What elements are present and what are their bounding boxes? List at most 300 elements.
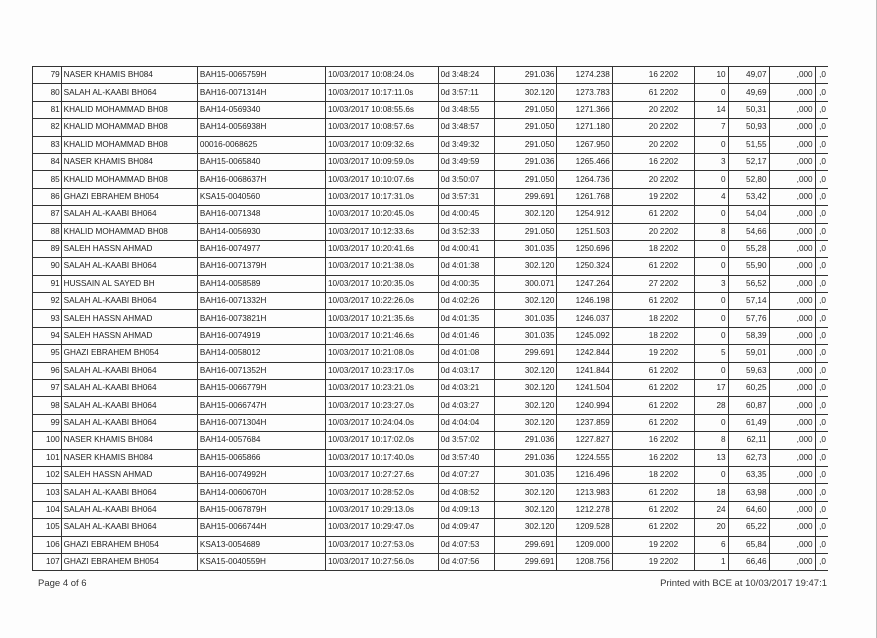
prize-cell: ,000	[769, 258, 815, 275]
code-cell: 2202	[659, 414, 694, 431]
code-cell: 2202	[659, 449, 694, 466]
code-cell: 2202	[659, 484, 694, 501]
arrival-time-cell: 10/03/2017 10:21:46.6s	[325, 327, 438, 344]
ring-number-cell: BAH16-0071314H	[197, 84, 325, 101]
code-cell: 2202	[659, 101, 694, 118]
rank-cell: 24	[694, 501, 728, 518]
position-cell: 84	[33, 153, 62, 170]
arrival-time-cell: 10/03/2017 10:21:38.0s	[325, 258, 438, 275]
position-cell: 91	[33, 275, 62, 292]
page-number: Page 4 of 6	[38, 578, 87, 589]
position-cell: 103	[33, 484, 62, 501]
speed-cell: 1245.092	[557, 327, 612, 344]
entries-cell: 20	[612, 171, 659, 188]
code-cell: 2202	[659, 188, 694, 205]
prize-cell: ,000	[769, 432, 815, 449]
flight-duration-cell: 0d 3:52:33	[438, 223, 494, 240]
extra-cell: ,0	[815, 223, 828, 240]
position-cell: 99	[33, 414, 62, 431]
ring-number-cell: BAH16-0071348	[197, 206, 325, 223]
speed-cell: 1224.555	[557, 449, 612, 466]
ring-number-cell: KSA13-0054689	[197, 536, 325, 553]
owner-name-cell: KHALID MOHAMMAD BH08	[61, 171, 197, 188]
table-row	[33, 206, 829, 223]
flight-duration-cell: 0d 3:57:31	[438, 188, 494, 205]
ring-number-cell: KSA15-0040559H	[197, 553, 325, 570]
prize-cell: ,000	[769, 397, 815, 414]
extra-cell: ,0	[815, 380, 828, 397]
ring-number-cell: BAH15-0065840	[197, 153, 325, 170]
points-cell: 59,63	[728, 362, 769, 379]
points-cell: 52,80	[728, 171, 769, 188]
prize-cell: ,000	[769, 362, 815, 379]
rank-cell: 0	[694, 84, 728, 101]
owner-name-cell: SALAH AL-KAABI BH064	[61, 206, 197, 223]
ring-number-cell: BAH14-0056930	[197, 223, 325, 240]
speed-cell: 1209.528	[557, 519, 612, 536]
entries-cell: 61	[612, 519, 659, 536]
distance-cell: 302.120	[495, 484, 557, 501]
position-cell: 80	[33, 84, 62, 101]
arrival-time-cell: 10/03/2017 10:20:35.0s	[325, 275, 438, 292]
ring-number-cell: BAH16-0074919	[197, 327, 325, 344]
code-cell: 2202	[659, 136, 694, 153]
table-row	[33, 293, 829, 310]
code-cell: 2202	[659, 153, 694, 170]
table-row	[33, 380, 829, 397]
owner-name-cell: KHALID MOHAMMAD BH08	[61, 223, 197, 240]
position-cell: 97	[33, 380, 62, 397]
table-row	[33, 136, 829, 153]
entries-cell: 20	[612, 101, 659, 118]
arrival-time-cell: 10/03/2017 10:17:11.0s	[325, 84, 438, 101]
arrival-time-cell: 10/03/2017 10:20:41.6s	[325, 240, 438, 257]
flight-duration-cell: 0d 3:57:11	[438, 84, 494, 101]
code-cell: 2202	[659, 275, 694, 292]
prize-cell: ,000	[769, 536, 815, 553]
prize-cell: ,000	[769, 414, 815, 431]
owner-name-cell: SALAH AL-KAABI BH064	[61, 293, 197, 310]
position-cell: 86	[33, 188, 62, 205]
entries-cell: 19	[612, 553, 659, 570]
arrival-time-cell: 10/03/2017 10:27:53.0s	[325, 536, 438, 553]
entries-cell: 18	[612, 310, 659, 327]
entries-cell: 20	[612, 136, 659, 153]
prize-cell: ,000	[769, 136, 815, 153]
points-cell: 65,84	[728, 536, 769, 553]
distance-cell: 302.120	[495, 397, 557, 414]
distance-cell: 302.120	[495, 206, 557, 223]
entries-cell: 19	[612, 188, 659, 205]
code-cell: 2202	[659, 397, 694, 414]
prize-cell: ,000	[769, 501, 815, 518]
entries-cell: 61	[612, 258, 659, 275]
points-cell: 50,93	[728, 119, 769, 136]
speed-cell: 1264.736	[557, 171, 612, 188]
arrival-time-cell: 10/03/2017 10:22:26.0s	[325, 293, 438, 310]
points-cell: 55,28	[728, 240, 769, 257]
position-cell: 102	[33, 466, 62, 483]
ring-number-cell: BAH16-0074977	[197, 240, 325, 257]
speed-cell: 1227.827	[557, 432, 612, 449]
flight-duration-cell: 0d 4:00:45	[438, 206, 494, 223]
extra-cell: ,0	[815, 501, 828, 518]
speed-cell: 1209.000	[557, 536, 612, 553]
ring-number-cell: BAH14-0060670H	[197, 484, 325, 501]
entries-cell: 20	[612, 223, 659, 240]
distance-cell: 302.120	[495, 519, 557, 536]
arrival-time-cell: 10/03/2017 10:21:35.6s	[325, 310, 438, 327]
points-cell: 65,22	[728, 519, 769, 536]
code-cell: 2202	[659, 466, 694, 483]
extra-cell: ,0	[815, 136, 828, 153]
prize-cell: ,000	[769, 519, 815, 536]
code-cell: 2202	[659, 536, 694, 553]
speed-cell: 1212.278	[557, 501, 612, 518]
entries-cell: 16	[612, 67, 659, 84]
speed-cell: 1241.504	[557, 380, 612, 397]
ring-number-cell: BAH15-0066747H	[197, 397, 325, 414]
ring-number-cell: BAH15-0065759H	[197, 67, 325, 84]
rank-cell: 18	[694, 484, 728, 501]
ring-number-cell: BAH15-0065866	[197, 449, 325, 466]
points-cell: 49,07	[728, 67, 769, 84]
rank-cell: 8	[694, 432, 728, 449]
rank-cell: 0	[694, 171, 728, 188]
rank-cell: 4	[694, 188, 728, 205]
speed-cell: 1274.238	[557, 67, 612, 84]
points-cell: 60,25	[728, 380, 769, 397]
code-cell: 2202	[659, 553, 694, 570]
owner-name-cell: SALAH AL-KAABI BH064	[61, 380, 197, 397]
flight-duration-cell: 0d 3:49:32	[438, 136, 494, 153]
distance-cell: 302.120	[495, 362, 557, 379]
ring-number-cell: BAH14-0058589	[197, 275, 325, 292]
speed-cell: 1254.912	[557, 206, 612, 223]
distance-cell: 291.036	[495, 153, 557, 170]
rank-cell: 1	[694, 553, 728, 570]
prize-cell: ,000	[769, 327, 815, 344]
flight-duration-cell: 0d 4:03:17	[438, 362, 494, 379]
rank-cell: 8	[694, 223, 728, 240]
distance-cell: 299.691	[495, 345, 557, 362]
table-row	[33, 171, 829, 188]
speed-cell: 1265.466	[557, 153, 612, 170]
speed-cell: 1240.994	[557, 397, 612, 414]
points-cell: 50,31	[728, 101, 769, 118]
owner-name-cell: SALEH HASSN AHMAD	[61, 240, 197, 257]
entries-cell: 61	[612, 380, 659, 397]
owner-name-cell: GHAZI EBRAHEM BH054	[61, 536, 197, 553]
arrival-time-cell: 10/03/2017 10:20:45.0s	[325, 206, 438, 223]
extra-cell: ,0	[815, 153, 828, 170]
extra-cell: ,0	[815, 397, 828, 414]
flight-duration-cell: 0d 3:48:57	[438, 119, 494, 136]
extra-cell: ,0	[815, 466, 828, 483]
flight-duration-cell: 0d 3:48:24	[438, 67, 494, 84]
position-cell: 107	[33, 553, 62, 570]
prize-cell: ,000	[769, 553, 815, 570]
ring-number-cell: BAH15-0066744H	[197, 519, 325, 536]
distance-cell: 291.050	[495, 136, 557, 153]
distance-cell: 300.071	[495, 275, 557, 292]
distance-cell: 302.120	[495, 258, 557, 275]
rank-cell: 0	[694, 136, 728, 153]
flight-duration-cell: 0d 4:04:04	[438, 414, 494, 431]
owner-name-cell: GHAZI EBRAHEM BH054	[61, 345, 197, 362]
owner-name-cell: NASER KHAMIS BH084	[61, 449, 197, 466]
code-cell: 2202	[659, 432, 694, 449]
position-cell: 81	[33, 101, 62, 118]
extra-cell: ,0	[815, 84, 828, 101]
rank-cell: 0	[694, 414, 728, 431]
speed-cell: 1250.696	[557, 240, 612, 257]
speed-cell: 1237.859	[557, 414, 612, 431]
entries-cell: 61	[612, 397, 659, 414]
table-row	[33, 84, 829, 101]
prize-cell: ,000	[769, 206, 815, 223]
table-row	[33, 345, 829, 362]
distance-cell: 301.035	[495, 240, 557, 257]
extra-cell: ,0	[815, 171, 828, 188]
extra-cell: ,0	[815, 432, 828, 449]
table-row	[33, 484, 829, 501]
speed-cell: 1250.324	[557, 258, 612, 275]
arrival-time-cell: 10/03/2017 10:17:31.0s	[325, 188, 438, 205]
flight-duration-cell: 0d 4:01:35	[438, 310, 494, 327]
arrival-time-cell: 10/03/2017 10:23:17.0s	[325, 362, 438, 379]
prize-cell: ,000	[769, 240, 815, 257]
owner-name-cell: SALEH HASSN AHMAD	[61, 466, 197, 483]
position-cell: 100	[33, 432, 62, 449]
extra-cell: ,0	[815, 119, 828, 136]
table-row	[33, 327, 829, 344]
table-row	[33, 67, 829, 84]
code-cell: 2202	[659, 293, 694, 310]
points-cell: 54,66	[728, 223, 769, 240]
speed-cell: 1261.768	[557, 188, 612, 205]
distance-cell: 291.050	[495, 101, 557, 118]
table-row	[33, 466, 829, 483]
position-cell: 106	[33, 536, 62, 553]
flight-duration-cell: 0d 4:01:08	[438, 345, 494, 362]
ring-number-cell: KSA15-0040560	[197, 188, 325, 205]
rank-cell: 0	[694, 310, 728, 327]
flight-duration-cell: 0d 4:01:38	[438, 258, 494, 275]
speed-cell: 1216.496	[557, 466, 612, 483]
position-cell: 90	[33, 258, 62, 275]
table-row	[33, 362, 829, 379]
prize-cell: ,000	[769, 153, 815, 170]
position-cell: 82	[33, 119, 62, 136]
owner-name-cell: SALAH AL-KAABI BH064	[61, 362, 197, 379]
ring-number-cell: BAH16-0071352H	[197, 362, 325, 379]
extra-cell: ,0	[815, 536, 828, 553]
rank-cell: 20	[694, 519, 728, 536]
entries-cell: 61	[612, 206, 659, 223]
table-row	[33, 240, 829, 257]
table-row	[33, 536, 829, 553]
points-cell: 58,39	[728, 327, 769, 344]
distance-cell: 302.120	[495, 501, 557, 518]
extra-cell: ,0	[815, 258, 828, 275]
arrival-time-cell: 10/03/2017 10:17:02.0s	[325, 432, 438, 449]
ring-number-cell: BAH16-0071332H	[197, 293, 325, 310]
prize-cell: ,000	[769, 275, 815, 292]
rank-cell: 13	[694, 449, 728, 466]
prize-cell: ,000	[769, 101, 815, 118]
ring-number-cell: BAH14-0057684	[197, 432, 325, 449]
ring-number-cell: BAH16-0071304H	[197, 414, 325, 431]
position-cell: 96	[33, 362, 62, 379]
table-row	[33, 275, 829, 292]
extra-cell: ,0	[815, 484, 828, 501]
ring-number-cell: BAH15-0067879H	[197, 501, 325, 518]
arrival-time-cell: 10/03/2017 10:21:08.0s	[325, 345, 438, 362]
ring-number-cell: BAH16-0071379H	[197, 258, 325, 275]
code-cell: 2202	[659, 501, 694, 518]
prize-cell: ,000	[769, 484, 815, 501]
points-cell: 57,76	[728, 310, 769, 327]
distance-cell: 291.036	[495, 432, 557, 449]
table-row	[33, 188, 829, 205]
rank-cell: 5	[694, 345, 728, 362]
prize-cell: ,000	[769, 188, 815, 205]
prize-cell: ,000	[769, 345, 815, 362]
table-row	[33, 553, 829, 570]
flight-duration-cell: 0d 4:03:27	[438, 397, 494, 414]
ring-number-cell: BAH16-0068637H	[197, 171, 325, 188]
speed-cell: 1251.503	[557, 223, 612, 240]
position-cell: 94	[33, 327, 62, 344]
distance-cell: 291.050	[495, 171, 557, 188]
distance-cell: 299.691	[495, 536, 557, 553]
distance-cell: 301.035	[495, 327, 557, 344]
table-row	[33, 432, 829, 449]
extra-cell: ,0	[815, 345, 828, 362]
arrival-time-cell: 10/03/2017 10:17:40.0s	[325, 449, 438, 466]
flight-duration-cell: 0d 4:02:26	[438, 293, 494, 310]
arrival-time-cell: 10/03/2017 10:27:56.0s	[325, 553, 438, 570]
distance-cell: 302.120	[495, 414, 557, 431]
code-cell: 2202	[659, 223, 694, 240]
points-cell: 62,73	[728, 449, 769, 466]
flight-duration-cell: 0d 4:00:41	[438, 240, 494, 257]
position-cell: 79	[33, 67, 62, 84]
owner-name-cell: SALAH AL-KAABI BH064	[61, 397, 197, 414]
points-cell: 49,69	[728, 84, 769, 101]
flight-duration-cell: 0d 4:07:27	[438, 466, 494, 483]
table-row	[33, 258, 829, 275]
arrival-time-cell: 10/03/2017 10:12:33.6s	[325, 223, 438, 240]
position-cell: 83	[33, 136, 62, 153]
position-cell: 89	[33, 240, 62, 257]
distance-cell: 291.050	[495, 223, 557, 240]
printed-stamp: Printed with BCE at 10/03/2017 19:47:1	[660, 578, 827, 589]
extra-cell: ,0	[815, 240, 828, 257]
flight-duration-cell: 0d 3:48:55	[438, 101, 494, 118]
prize-cell: ,000	[769, 310, 815, 327]
position-cell: 93	[33, 310, 62, 327]
ring-number-cell: 00016-0068625	[197, 136, 325, 153]
flight-duration-cell: 0d 4:01:46	[438, 327, 494, 344]
speed-cell: 1241.844	[557, 362, 612, 379]
arrival-time-cell: 10/03/2017 10:08:57.6s	[325, 119, 438, 136]
speed-cell: 1271.366	[557, 101, 612, 118]
arrival-time-cell: 10/03/2017 10:28:52.0s	[325, 484, 438, 501]
position-cell: 87	[33, 206, 62, 223]
rank-cell: 0	[694, 362, 728, 379]
extra-cell: ,0	[815, 327, 828, 344]
speed-cell: 1247.264	[557, 275, 612, 292]
ring-number-cell: BAH15-0066779H	[197, 380, 325, 397]
owner-name-cell: SALAH AL-KAABI BH064	[61, 484, 197, 501]
prize-cell: ,000	[769, 293, 815, 310]
code-cell: 2202	[659, 84, 694, 101]
entries-cell: 20	[612, 119, 659, 136]
entries-cell: 61	[612, 293, 659, 310]
owner-name-cell: KHALID MOHAMMAD BH08	[61, 101, 197, 118]
distance-cell: 291.050	[495, 119, 557, 136]
table-row	[33, 397, 829, 414]
entries-cell: 61	[612, 84, 659, 101]
ring-number-cell: BAH16-0074992H	[197, 466, 325, 483]
extra-cell: ,0	[815, 67, 828, 84]
distance-cell: 302.120	[495, 293, 557, 310]
distance-cell: 299.691	[495, 188, 557, 205]
arrival-time-cell: 10/03/2017 10:23:21.0s	[325, 380, 438, 397]
arrival-time-cell: 10/03/2017 10:29:13.0s	[325, 501, 438, 518]
code-cell: 2202	[659, 362, 694, 379]
extra-cell: ,0	[815, 293, 828, 310]
owner-name-cell: GHAZI EBRAHEM BH054	[61, 553, 197, 570]
rank-cell: 17	[694, 380, 728, 397]
rank-cell: 6	[694, 536, 728, 553]
distance-cell: 302.120	[495, 380, 557, 397]
rank-cell: 0	[694, 466, 728, 483]
race-results-table	[32, 66, 828, 571]
flight-duration-cell: 0d 4:07:53	[438, 536, 494, 553]
code-cell: 2202	[659, 519, 694, 536]
prize-cell: ,000	[769, 67, 815, 84]
rank-cell: 0	[694, 258, 728, 275]
ring-number-cell: BAH14-0058012	[197, 345, 325, 362]
extra-cell: ,0	[815, 414, 828, 431]
position-cell: 104	[33, 501, 62, 518]
arrival-time-cell: 10/03/2017 10:27:27.6s	[325, 466, 438, 483]
speed-cell: 1267.950	[557, 136, 612, 153]
owner-name-cell: SALAH AL-KAABI BH064	[61, 258, 197, 275]
arrival-time-cell: 10/03/2017 10:29:47.0s	[325, 519, 438, 536]
distance-cell: 301.035	[495, 310, 557, 327]
points-cell: 59,01	[728, 345, 769, 362]
position-cell: 105	[33, 519, 62, 536]
flight-duration-cell: 0d 3:57:02	[438, 432, 494, 449]
owner-name-cell: SALAH AL-KAABI BH064	[61, 84, 197, 101]
arrival-time-cell: 10/03/2017 10:24:04.0s	[325, 414, 438, 431]
extra-cell: ,0	[815, 362, 828, 379]
rank-cell: 3	[694, 275, 728, 292]
entries-cell: 16	[612, 432, 659, 449]
prize-cell: ,000	[769, 223, 815, 240]
points-cell: 54,04	[728, 206, 769, 223]
flight-duration-cell: 0d 4:09:13	[438, 501, 494, 518]
entries-cell: 18	[612, 466, 659, 483]
table-row	[33, 223, 829, 240]
owner-name-cell: KHALID MOHAMMAD BH08	[61, 136, 197, 153]
extra-cell: ,0	[815, 188, 828, 205]
distance-cell: 301.035	[495, 466, 557, 483]
